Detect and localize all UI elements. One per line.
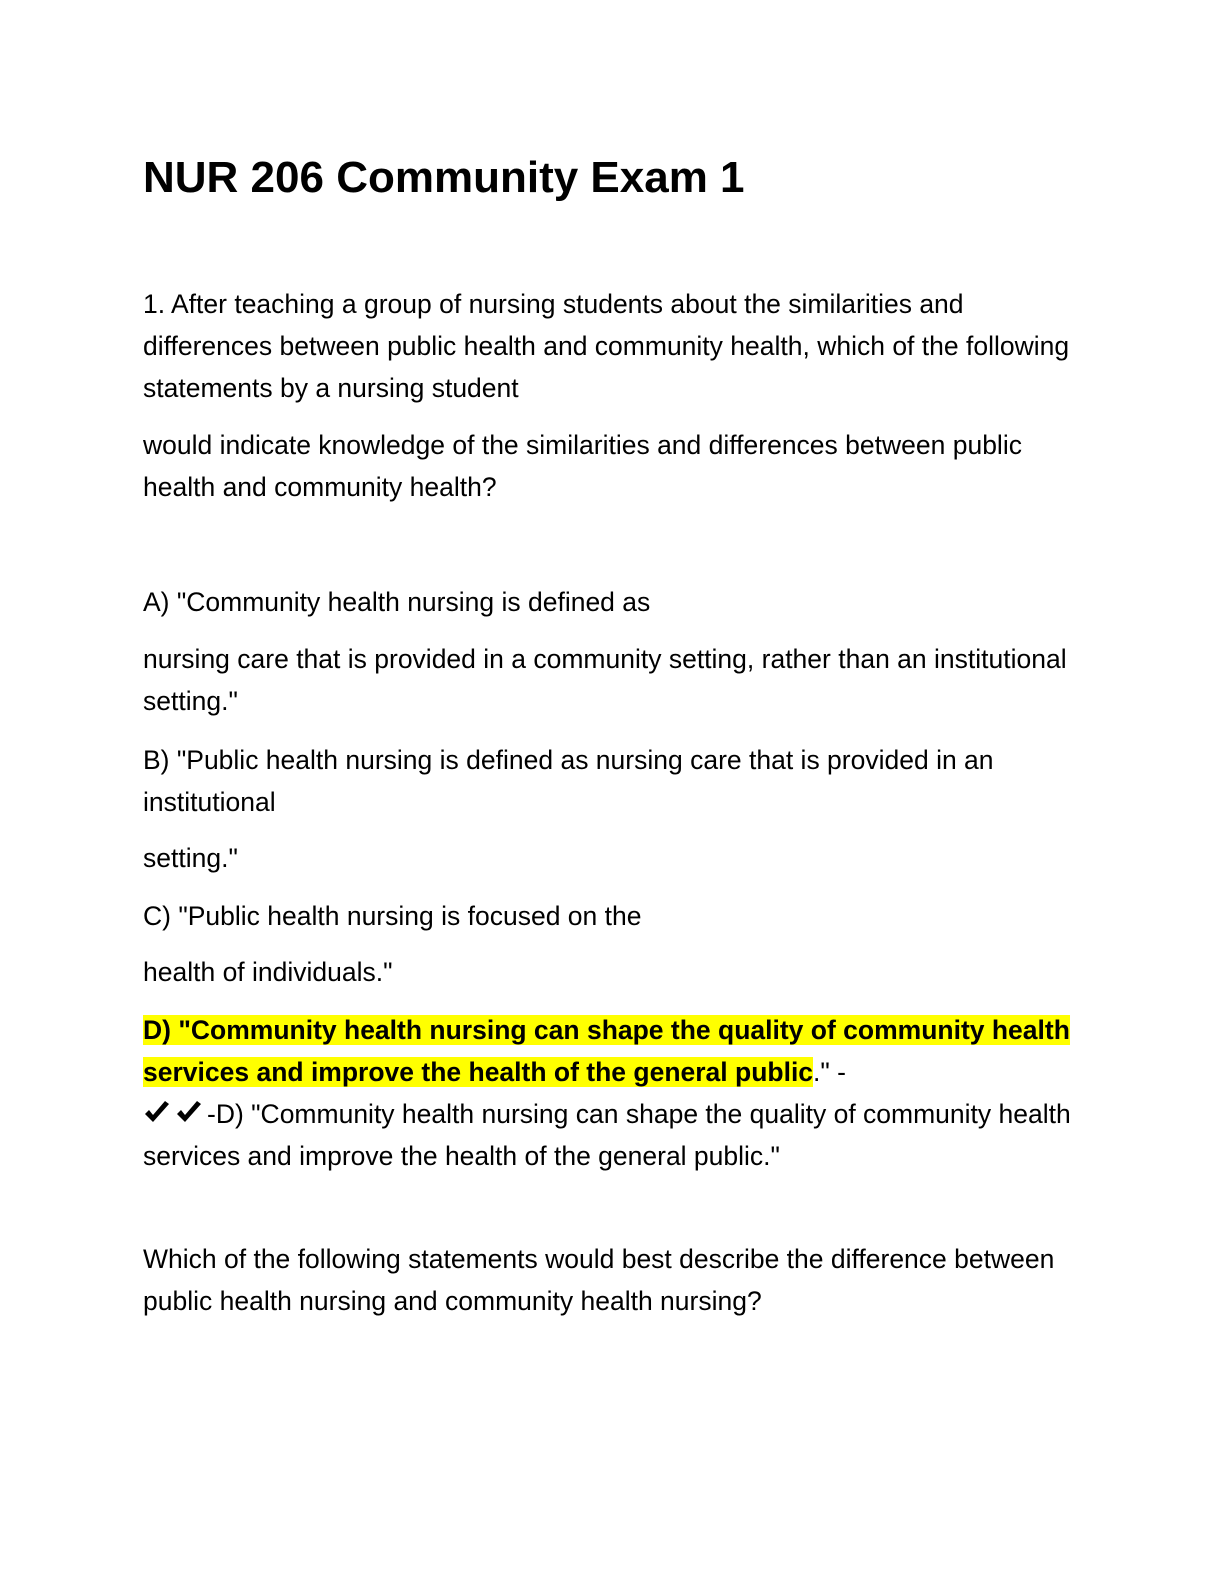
option-b-continued: setting." [143,843,238,873]
option-d-answer-block [143,1009,1073,1177]
option-c: C) "Public health nursing is focused on the [143,901,642,931]
option-d-suffix: ." - [813,1057,847,1087]
answer-explanation: -D) "Community health nursing can shape the quality of community health services and improve the health of the general public." [143,1099,1071,1171]
option-a: A) "Community health nursing is defined as [143,587,651,617]
option-a-continued: nursing care that is provided in a community setting, rather than an institutional setting." [143,644,1067,716]
page-title: NUR 206 Community Exam 1 [143,153,745,202]
option-b: B) "Public health nursing is defined as nursing care that is provided in an institutional [143,745,994,817]
option-d-highlighted: D) "Community health nursing can shape the quality of community health services and improve the health of the general public [143,1015,1070,1087]
check-icon [143,1096,171,1122]
check-icon [175,1096,203,1122]
question-2-stem: Which of the following statements would best describe the difference between public health nursing and community health nursing? [143,1244,1055,1316]
question-1-stem-continued: would indicate knowledge of the similarities and differences between public health and community health? [143,430,1022,502]
question-1-stem: 1. After teaching a group of nursing students about the similarities and differences between public health and community health, which of the following statements by a nursing student [143,289,1070,403]
option-c-continued: health of individuals." [143,957,393,987]
